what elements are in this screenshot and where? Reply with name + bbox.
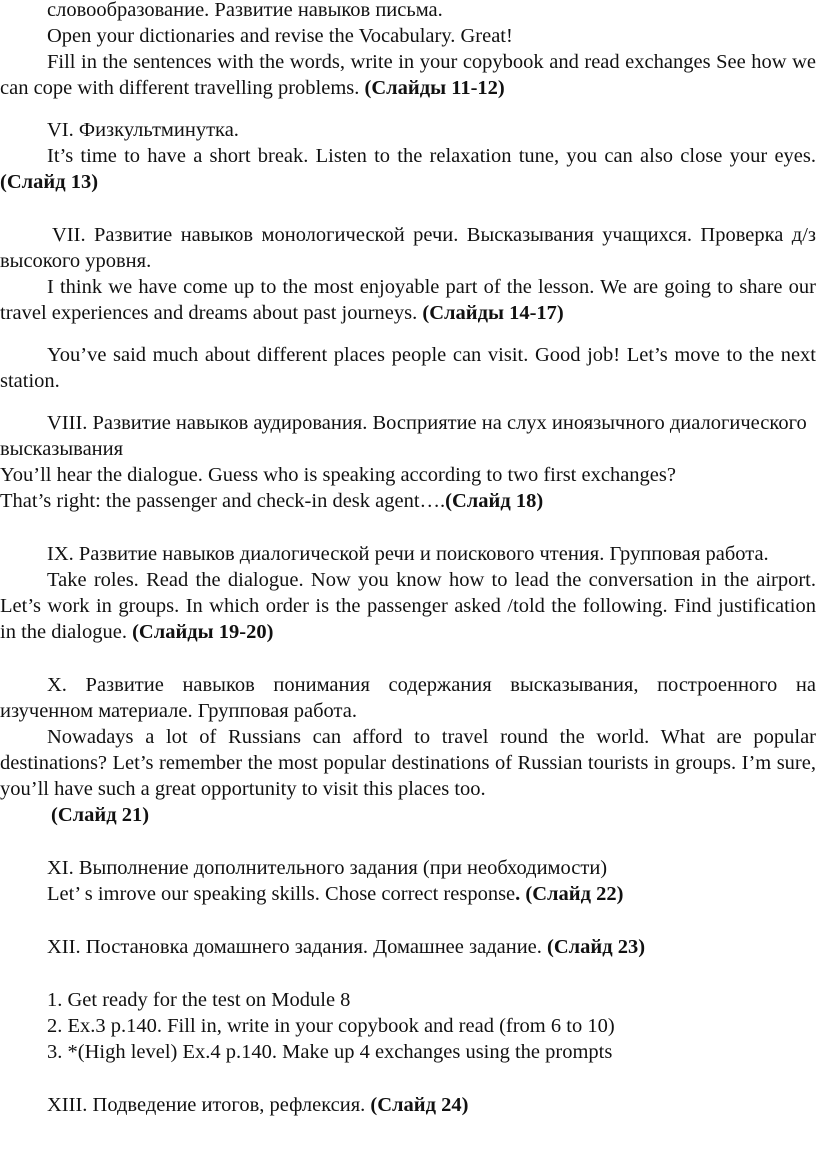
paragraph-fill-in (0, 49, 816, 101)
slide-reference: . (Слайд 22) (515, 883, 624, 905)
paragraph-wordformation (0, 0, 816, 23)
text-line: словообразование. Развитие навыков письма. (47, 0, 443, 21)
section-heading-vii: VII. Развитие навыков монологической речи. Высказывания учащихся. Проверка д/з высокого уровня. (0, 224, 816, 272)
paragraph-nowadays: Nowadays a lot of Russians can afford to travel round the world. What are popular destinations? Let’s remember the most popular destinations of Russian tourists in groups. I’m sure, you’ll have such a great opportunity to visit this places too. (0, 726, 816, 800)
slide-reference: (Слайд 21) (51, 804, 150, 826)
section-heading-viii: VIII. Развитие навыков аудирования. Восприятие на слух иноязычного диалогического высказывания (0, 412, 807, 460)
slide-reference: (Слайды 14-17) (422, 302, 564, 324)
section-heading-ix: IX. Развитие навыков диалогической речи и поискового чтения. Групповая работа. (47, 543, 769, 565)
section-heading-xiii: XIII. Подведение итогов, рефлексия. (Слайд 24) (47, 1094, 469, 1116)
paragraph-break: It’s time to have a short break. Listen to the relaxation tune, you can also close your eyes. (Слайд 13) (0, 145, 816, 193)
section-heading-x: X. Развитие навыков понимания содержания высказывания, построенного на изученном материале. Групповая работа. (0, 674, 816, 722)
section-heading-vi: VI. Физкультминутка. (47, 119, 239, 141)
paragraph-good-job: You’ve said much about different places people can visit. Good job! Let’s move to the next station. (0, 344, 816, 392)
homework-list (0, 987, 816, 1065)
paragraph-thats-right: That’s right: the passenger and check-in desk agent….(Слайд 18) (0, 490, 544, 512)
paragraph-slide-21 (0, 802, 816, 828)
paragraph-travel-experiences: I think we have come up to the most enjoyable part of the lesson. We are going to share our travel experiences and dreams about past journeys. (Слайды 14-17) (0, 276, 816, 324)
slide-reference: (Слайд 23) (547, 936, 646, 958)
text-line: Fill in the sentences with the words, write in your copybook and read exchanges See how we can cope with different travelling problems. (0, 51, 816, 99)
paragraph-dialogue: You’ll hear the dialogue. Guess who is speaking according to two first exchanges? (0, 464, 676, 486)
section-heading-xi: XI. Выполнение дополнительного задания (при необходимости) (47, 857, 608, 879)
list-item: 3. *(High level) Ex.4 p.140. Make up 4 exchanges using the prompts (47, 1041, 613, 1063)
paragraph-take-roles: Take roles. Read the dialogue. Now you know how to lead the conversation in the airport. Let’s work in groups. In which order is the passenger asked /told the following. Find justification in the dialogue. (Слайды 19-20) (0, 569, 816, 643)
slide-reference: (Слайды 19-20) (132, 621, 274, 643)
slide-reference: (Слайды 11-12) (364, 77, 505, 99)
list-item: 2. Ex.3 p.140. Fill in, write in your copybook and read (from 6 to 10) (47, 1015, 615, 1037)
slide-reference: (Слайд 13) (0, 171, 99, 193)
paragraph-dictionaries (0, 23, 816, 49)
list-item: 1. Get ready for the test on Module 8 (47, 989, 351, 1011)
paragraph-speaking-skills: Let’ s imrove our speaking skills. Chose correct response. (Слайд 22) (47, 883, 624, 905)
text-line: Open your dictionaries and revise the Vocabulary. Great! (47, 25, 513, 47)
section-heading-xii: XII. Постановка домашнего задания. Домашнее задание. (Слайд 23) (47, 936, 646, 958)
slide-reference: (Слайд 24) (370, 1094, 469, 1116)
slide-reference: (Слайд 18) (445, 490, 544, 512)
